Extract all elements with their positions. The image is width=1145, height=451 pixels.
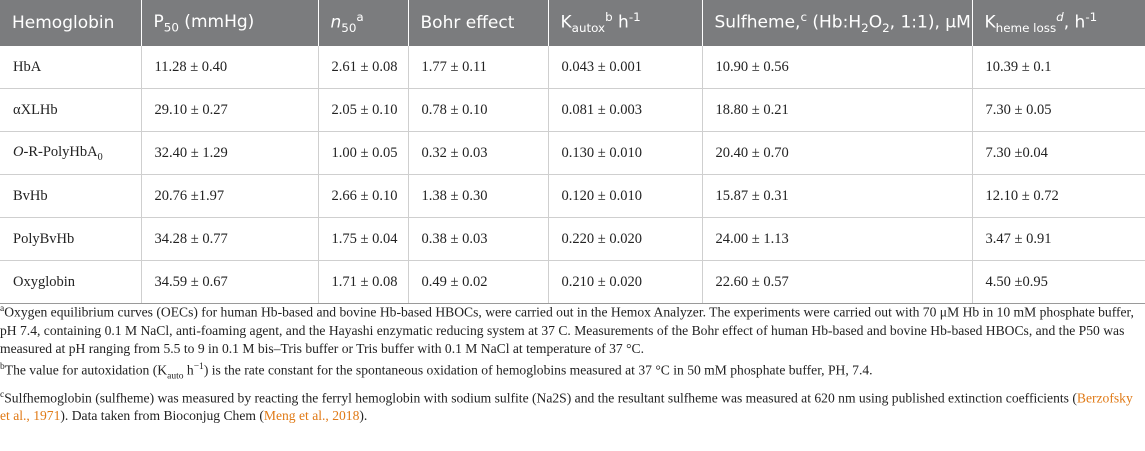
cell-p50: 32.40 ± 1.29 <box>141 132 318 175</box>
cell-n50: 1.71 ± 0.08 <box>318 261 408 304</box>
cell-p50: 20.76 ±1.97 <box>141 175 318 218</box>
header-row <box>0 0 1145 46</box>
table-row <box>0 89 1145 132</box>
cell-n50: 2.05 ± 0.10 <box>318 89 408 132</box>
header-sulfheme: Sulfheme,$^c$ ($Hb:H_2O_2$, 1:1), μM <box>702 0 972 46</box>
cell-sulfheme: 24.00 ± 1.13 <box>702 218 972 261</box>
cell-n50: 1.75 ± 0.04 <box>318 218 408 261</box>
cell-kheme-loss: 3.47 ± 0.91 <box>972 218 1145 261</box>
header-n50: $n_{50}^a$ <box>318 0 408 46</box>
footnote-b: $^b$The value for autoxidation ($K_{auto}$ $h^{-1}$) is the rate constant for the spontaneous oxidation of hemoglobins measured at 37 °C in 50 mM phosphate buffer, PH, 7.4. <box>0 362 873 382</box>
cell-kheme-loss: 12.10 ± 0.72 <box>972 175 1145 218</box>
header-kautox: $K_{autox}^b$ $h^{-1}$ <box>548 0 702 46</box>
cell-bohr: 0.32 ± 0.03 <box>408 132 548 175</box>
cell-bohr: 1.38 ± 0.30 <box>408 175 548 218</box>
cell-bohr: 1.77 ± 0.11 <box>408 46 548 89</box>
cell-n50: 1.00 ± 0.05 <box>318 132 408 175</box>
cell-kautox: 0.130 ± 0.010 <box>548 132 702 175</box>
cell-p50: 11.28 ± 0.40 <box>141 46 318 89</box>
cell-kautox: 0.081 ± 0.003 <box>548 89 702 132</box>
cell-sulfheme: 20.40 ± 0.70 <box>702 132 972 175</box>
cell-kautox: 0.043 ± 0.001 <box>548 46 702 89</box>
citation-link-berzofsky[interactable]: Berzofsky et al., 1971 <box>0 390 1133 424</box>
footnote-a: $^a$Oxygen equilibrium curves (OECs) for human Hb-based and bovine Hb-based HBOCs, were carried out in the Hemox Analyzer. The experiments were carried out with 70 μM Hb in 10 mM phosphate buffer, pH 7.4, containing 0.1 M NaCl, anti-foaming agent, and the Hayashi enzymatic reducing system at 37 C. Measurements of the Bohr effect of human Hb-based and bovine Hb-based HBOCs, and the P50 was measured at pH ranging from 5.5 to 9 in 0.1 M bis–Tris buffer or Tris buffer with 0.1 M NaCl at temperature of 37 °C. <box>0 304 1134 356</box>
citation-link-meng[interactable]: Meng et al., 2018 <box>263 408 360 424</box>
table-row <box>0 132 1145 175</box>
cell-kheme-loss: 7.30 ± 0.05 <box>972 89 1145 132</box>
table-footnotes <box>0 300 1140 426</box>
header-hemoglobin: Hemoglobin <box>0 0 141 46</box>
cell-kautox: 0.120 ± 0.010 <box>548 175 702 218</box>
table-row <box>0 46 1145 89</box>
table-body <box>0 46 1145 304</box>
cell-sulfheme: 10.90 ± 0.56 <box>702 46 972 89</box>
cell-kheme-loss: 7.30 ±0.04 <box>972 132 1145 175</box>
table-row <box>0 175 1145 218</box>
table-row <box>0 218 1145 261</box>
header-kheme-loss: $K_{heme loss}^d$, $h^{-1}$ <box>972 0 1145 46</box>
cell-bohr: 0.49 ± 0.02 <box>408 261 548 304</box>
cell-n50: 2.61 ± 0.08 <box>318 46 408 89</box>
cell-bohr: 0.78 ± 0.10 <box>408 89 548 132</box>
footnote-c: $^c$Sulfhemoglobin (sulfheme) was measured by reacting the ferryl hemoglobin with sodium sulfite (Na2S) and the resultant sulfheme was measured at 620 nm using published extinction coefficients (Berzofsky et al., 1971). Data taken from Bioconjug Chem (Meng et al., 2018). <box>0 389 1133 424</box>
cell-hemoglobin-name: αXLHb <box>0 89 141 132</box>
cell-p50: 34.28 ± 0.77 <box>141 218 318 261</box>
cell-p50: 34.59 ± 0.67 <box>141 261 318 304</box>
cell-kautox: 0.220 ± 0.020 <box>548 218 702 261</box>
cell-sulfheme: 18.80 ± 0.21 <box>702 89 972 132</box>
cell-kautox: 0.210 ± 0.020 <box>548 261 702 304</box>
cell-hemoglobin-name: PolyBvHb <box>0 218 141 261</box>
cell-hemoglobin-name: O-R-PolyHbA$_0$ <box>0 132 141 175</box>
cell-sulfheme: 22.60 ± 0.57 <box>702 261 972 304</box>
cell-hemoglobin-name: HbA <box>0 46 141 89</box>
table-row <box>0 261 1145 304</box>
cell-sulfheme: 15.87 ± 0.31 <box>702 175 972 218</box>
cell-n50: 2.66 ± 0.10 <box>318 175 408 218</box>
cell-hemoglobin-name: Oxyglobin <box>0 261 141 304</box>
header-p50: $P_{50}$ (mmHg) <box>141 0 318 46</box>
cell-bohr: 0.38 ± 0.03 <box>408 218 548 261</box>
header-bohr-effect: Bohr effect <box>408 0 548 46</box>
cell-kheme-loss: 10.39 ± 0.1 <box>972 46 1145 89</box>
cell-p50: 29.10 ± 0.27 <box>141 89 318 132</box>
cell-kheme-loss: 4.50 ±0.95 <box>972 261 1145 304</box>
cell-hemoglobin-name: BvHb <box>0 175 141 218</box>
